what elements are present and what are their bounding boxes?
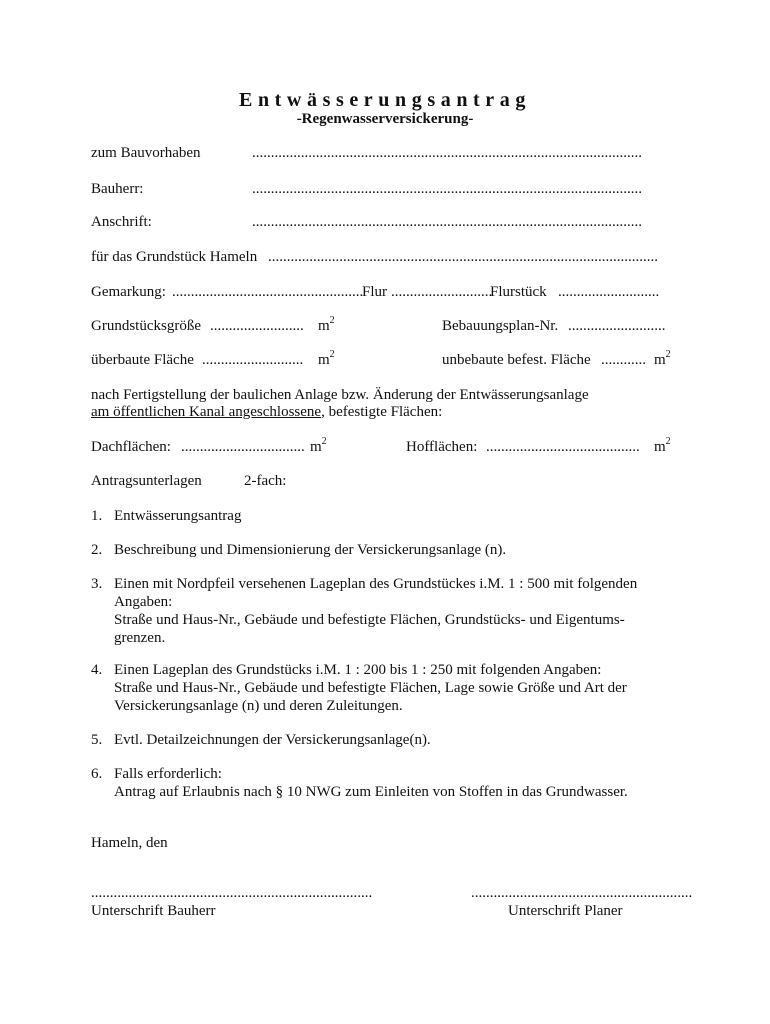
list-item-line: Antrag auf Erlaubnis nach § 10 NWG zum Einleiten von Stoffen in das Grundwasser.: [114, 784, 628, 800]
flur-field[interactable]: ...........................: [391, 284, 493, 300]
bebauungsplan-label: Bebauungsplan-Nr.: [442, 318, 559, 334]
hofflaechen-label: Hofflächen:: [406, 439, 478, 455]
grundstuecksgroesse-label: Grundstücksgröße: [91, 318, 201, 334]
list-item-line: Falls erforderlich:: [114, 766, 222, 782]
grundstuecksgroesse-unit: $m^2$: [318, 315, 335, 334]
hofflaechen-unit: $m^2$: [654, 436, 671, 455]
bauherr-field[interactable]: ........................................................................................................: [252, 181, 642, 197]
ueberbaute-label: überbaute Fläche: [91, 352, 194, 368]
gemarkung-field[interactable]: ...................................................: [172, 284, 364, 300]
signature-bauherr-label: Unterschrift Bauherr: [91, 903, 216, 919]
anschrift-field[interactable]: ........................................................................................................: [252, 214, 642, 230]
list-item: [114, 765, 628, 801]
list-item-line: Straße und Haus-Nr., Gebäude und befestigte Flächen, Grundstücks- und Eigentums-: [114, 612, 625, 628]
bauvorhaben-field[interactable]: ........................................................................................................: [252, 145, 642, 161]
list-item-number: 1.: [91, 508, 103, 524]
signature-bauherr-line[interactable]: ...........................................................................: [91, 885, 373, 901]
list-item: [114, 575, 637, 647]
dachflaechen-field[interactable]: .................................: [181, 439, 305, 455]
list-item-number: 6.: [91, 766, 103, 782]
grundstueck-field[interactable]: ........................................................................................................: [268, 249, 658, 265]
paragraph-line1: nach Fertigstellung der baulichen Anlage bzw. Änderung der Entwässerungsanlage: [91, 387, 589, 403]
list-item-number: 3.: [91, 576, 103, 592]
paragraph-line2: am öffentlichen Kanal angeschlossene, befestigte Flächen:: [91, 404, 443, 420]
antragsunterlagen-label: Antragsunterlagen: [91, 473, 202, 489]
anschrift-label: Anschrift:: [91, 214, 152, 230]
list-item: [114, 661, 627, 715]
list-item-line: grenzen.: [114, 630, 166, 646]
antragsunterlagen-copies: 2-fach:: [244, 473, 287, 489]
list-item-line: Beschreibung und Dimensionierung der Versickerungsanlage (n).: [114, 542, 507, 558]
grundstueck-label: für das Grundstück Hameln: [91, 249, 258, 265]
dachflaechen-label: Dachflächen:: [91, 439, 171, 455]
bauvorhaben-label: zum Bauvorhaben: [91, 145, 201, 161]
hofflaechen-field[interactable]: .........................................: [486, 439, 640, 455]
signature-planer-label: Unterschrift Planer: [508, 903, 623, 919]
place-date-label: Hameln, den: [91, 835, 168, 851]
dachflaechen-unit: $m^2$: [310, 436, 327, 455]
signature-planer-line[interactable]: ...........................................................: [471, 885, 693, 901]
list-item-line: Einen Lageplan des Grundstücks i.M. 1 : 200 bis 1 : 250 mit folgenden Angaben:: [114, 662, 602, 678]
unbebaute-field[interactable]: ............: [601, 352, 646, 368]
gemarkung-label: Gemarkung:: [91, 284, 166, 300]
list-item-line: Entwässerungsantrag: [114, 508, 242, 524]
list-item-line: Einen mit Nordpfeil versehenen Lageplan des Grundstückes i.M. 1 : 500 mit folgenden: [114, 576, 638, 592]
page-title: Entwässerungsantrag: [239, 89, 531, 111]
list-item-line: Evtl. Detailzeichnungen der Versickerungsanlage(n).: [114, 732, 431, 748]
list-item-number: 5.: [91, 732, 103, 748]
flurstueck-field[interactable]: ...........................: [558, 284, 660, 300]
ueberbaute-unit: $m^2$: [318, 349, 335, 368]
list-item-line: Straße und Haus-Nr., Gebäude und befestigte Flächen, Lage sowie Größe und Art der: [114, 680, 627, 696]
flur-label: Flur: [362, 284, 388, 300]
unbebaute-unit: $m^2$: [654, 349, 671, 368]
ueberbaute-field[interactable]: ...........................: [202, 352, 304, 368]
unbebaute-label: unbebaute befest. Fläche: [442, 352, 591, 368]
bebauungsplan-field[interactable]: ..........................: [568, 318, 666, 334]
page-subtitle: -Regenwasserversickerung-: [296, 111, 474, 127]
list-item-number: 2.: [91, 542, 103, 558]
list-item: [114, 731, 431, 749]
list-item-line: Angaben:: [114, 594, 173, 610]
list-item: [114, 507, 241, 525]
list-item-line: Versickerungsanlage (n) und deren Zuleitungen.: [114, 698, 403, 714]
list-item: [114, 541, 506, 559]
flurstueck-label: Flurstück: [490, 284, 547, 300]
bauherr-label: Bauherr:: [91, 181, 144, 197]
grundstuecksgroesse-field[interactable]: .........................: [210, 318, 304, 334]
list-item-number: 4.: [91, 662, 103, 678]
